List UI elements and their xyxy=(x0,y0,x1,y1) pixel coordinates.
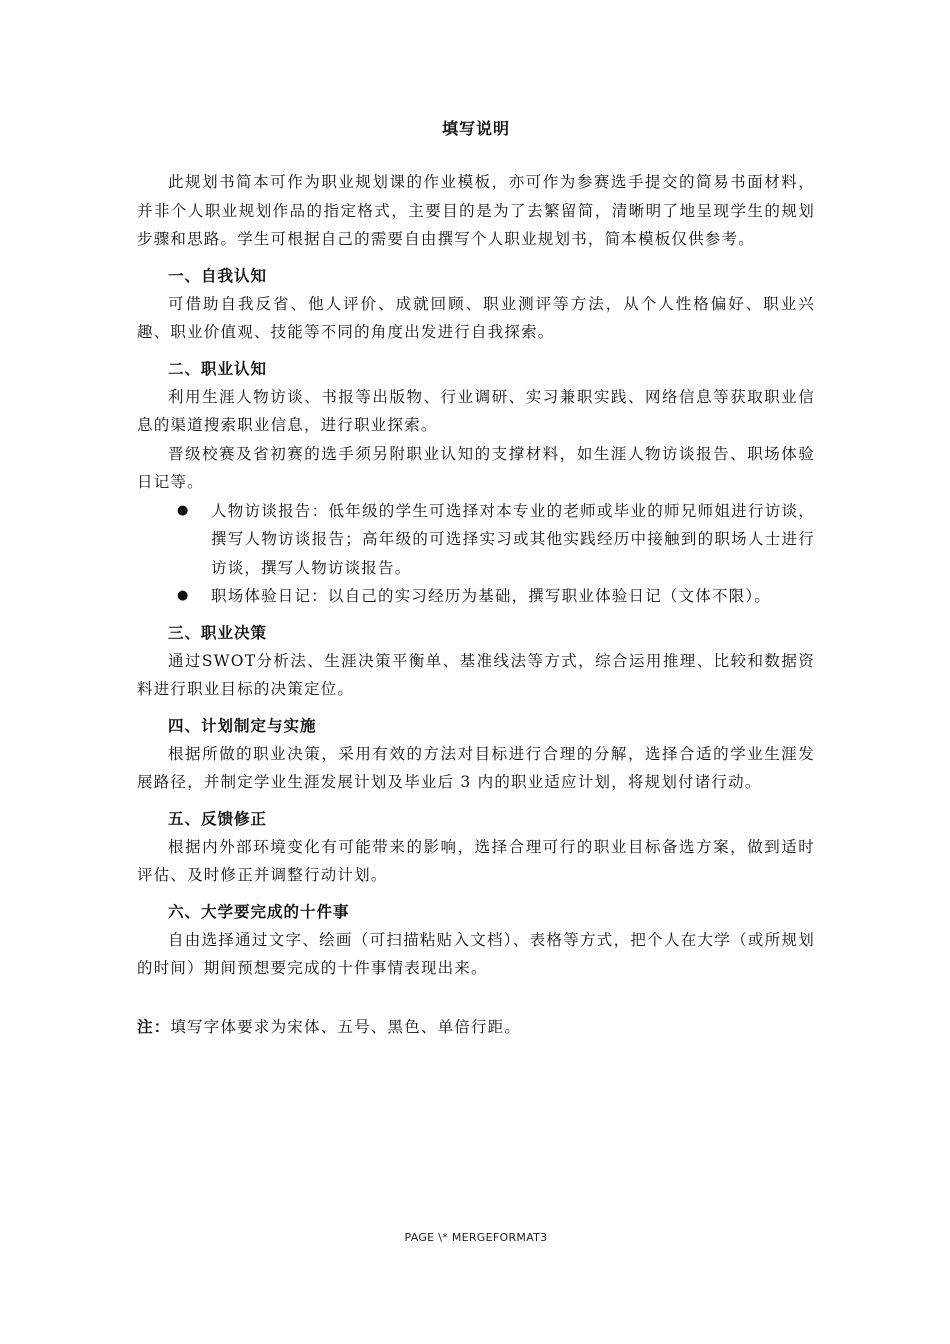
section-paragraph: 利用生涯人物访谈、书报等出版物、行业调研、实习兼职实践、网络信息等获取职业信息的渠道搜索职业信息，进行职业探索。 xyxy=(137,387,815,434)
bullet-item xyxy=(137,582,815,611)
section-paragraph: 自由选择通过文字、绘画（可扫描粘贴入文档）、表格等方式，把个人在大学（或所规划的时间）期间预想要完成的十件事情表现出来。 xyxy=(137,930,815,977)
section-heading: 一、自我认知 xyxy=(168,266,268,285)
document-page xyxy=(137,0,815,1344)
bullet-dot-icon: ● xyxy=(177,502,190,518)
section-paragraph: 可借助自我反省、他人评价、成就回顾、职业测评等方法，从个人性格偏好、职业兴趣、职业价值观、技能等不同的角度出发进行自我探索。 xyxy=(137,294,815,341)
document-title: 填写说明 xyxy=(441,119,510,138)
section-career-awareness xyxy=(137,355,815,611)
section-paragraph: 通过SWOT分析法、生涯决策平衡单、基准线法等方式，综合运用推理、比较和数据资料进行职业目标的决策定位。 xyxy=(137,651,815,698)
bullet-dot-icon: ● xyxy=(177,588,190,603)
bullet-text: 职场体验日记：以自己的实习经历为基础，撰写职业体验日记（文体不限）。 xyxy=(211,587,772,605)
document-body xyxy=(137,168,815,1041)
section-paragraph: 根据内外部环境变化有可能带来的影响，选择合理可行的职业目标备选方案，做到适时评估、及时修正并调整行动计划。 xyxy=(137,837,815,884)
intro-paragraph: 此规划书简本可作为职业规划课的作业模板，亦可作为参赛选手提交的简易书面材料，并非个人职业规划作品的指定格式，主要目的是为了去繁留简，清晰明了地呈现学生的规划步骤和思路。学生可根据自己的需要自由撰写个人职业规划书，简本模板仅供参考。 xyxy=(137,173,815,248)
section-heading: 五、反馈修正 xyxy=(168,809,268,828)
note-text: 填写字体要求为宋体、五号、黑色、单倍行距。 xyxy=(170,1017,522,1036)
section-self-awareness xyxy=(137,262,815,347)
section-plan-implementation xyxy=(137,712,815,797)
section-paragraph: 根据所做的职业决策，采用有效的方法对目标进行合理的分解，选择合适的学业生涯发展路径，并制定学业生涯发展计划及毕业后 3 内的职业适应计划，将规划付诸行动。 xyxy=(137,744,815,791)
section-heading: 三、职业决策 xyxy=(168,623,268,642)
bullet-item xyxy=(137,497,815,583)
note-label: 注： xyxy=(137,1017,171,1036)
page-footer: PAGE \* MERGEFORMAT3 xyxy=(404,1231,548,1244)
section-heading: 四、计划制定与实施 xyxy=(168,716,317,735)
section-heading: 六、大学要完成的十件事 xyxy=(168,902,350,921)
section-career-decision xyxy=(137,619,815,704)
section-heading: 二、职业认知 xyxy=(168,359,268,378)
section-ten-things xyxy=(137,898,815,983)
note xyxy=(137,1013,815,1042)
section-feedback-revision xyxy=(137,805,815,890)
bullet-text: 人物访谈报告：低年级的学生可选择对本专业的老师或毕业的师兄师姐进行访谈，撰写人物访谈报告；高年级的可选择实习或其他实践经历中接触到的职场人士进行访谈，撰写人物访谈报告。 xyxy=(211,501,815,577)
section-paragraph: 晋级校赛及省初赛的选手须另附职业认知的支撑材料，如生涯人物访谈报告、职场体验日记等。 xyxy=(137,444,815,491)
